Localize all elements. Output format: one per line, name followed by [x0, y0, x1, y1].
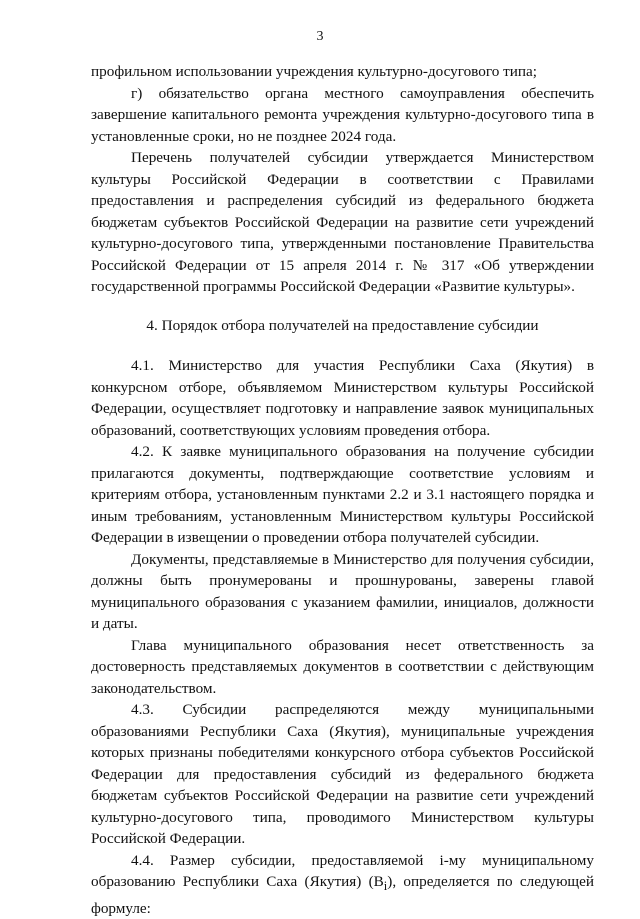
paragraph-continuation: профильном использовании учреждения культурно-досугового типа;: [91, 61, 594, 83]
paragraph-4-4-text-end: ), определяется по следующей формуле:: [91, 873, 594, 917]
paragraph-item-g: г) обязательство органа местного самоуправления обеспечить завершение капитального ремонта учреждения культурно-досугового типа в установленные сроки, но не позднее 2024 года.: [91, 83, 594, 148]
page-number: 3: [0, 26, 640, 48]
paragraph-4-1: 4.1. Министерство для участия Республики Саха (Якутия) в конкурсном отборе, объявляемом Министерством культуры Российской Федерации, осуществляет подготовку и направление заявок муниципальных образований, соответствующих условиям проведения отбора.: [91, 355, 594, 441]
paragraph-4-3: 4.3. Субсидии распределяются между муниципальными образованиями Республики Саха (Якутия), муниципальные учреждения которых признаны победителями конкурсного отбора субъектов Российской Федерации для предоставления субсидий из федерального бюджета бюджетам субъектов Российской Федерации на развитие сети учреждений культурно-досугового типа, проводимого Министерством культуры Российской Федерации.: [91, 699, 594, 850]
paragraph-responsibility: Глава муниципального образования несет ответственность за достоверность представляемых документов в соответствии с действующим законодательством.: [91, 635, 594, 700]
document-body: [91, 61, 594, 919]
paragraph-documents: Документы, представляемые в Министерство для получения субсидии, должны быть пронумерованы и прошнурованы, заверены главой муниципального образования с указанием фамилии, инициалов, должности и даты.: [91, 549, 594, 635]
paragraph-recipients-list: Перечень получателей субсидии утверждается Министерством культуры Российской Федерации в соответствии с Правилами предоставления и распределения субсидий из федерального бюджета бюджетам субъектов Российской Федерации на развитие сети учреждений культурно-досугового типа, утвержденными постановление Правительства Российской Федерации от 15 апреля 2014 г. № 317 «Об утверждении государственной программы Российской Федерации «Развитие культуры».: [91, 147, 594, 298]
subscript-i: i: [384, 879, 388, 893]
paragraph-4-4: [91, 850, 594, 919]
paragraph-4-2: 4.2. К заявке муниципального образования на получение субсидии прилагаются документы, подтверждающие соответствие условиям и критериям отбора, установленным пунктами 2.2 и 3.1 настоящего порядка и иным требованиям, установленным Министерством культуры Российской Федерации в извещении о проведении отбора получателей субсидии.: [91, 441, 594, 549]
section-heading: 4. Порядок отбора получателей на предоставление субсидии: [91, 315, 594, 337]
paragraph-4-4-text: 4.4. Размер субсидии, предоставляемой i-му муниципальному образованию Республики Саха (Якутия) (В: [91, 852, 594, 891]
